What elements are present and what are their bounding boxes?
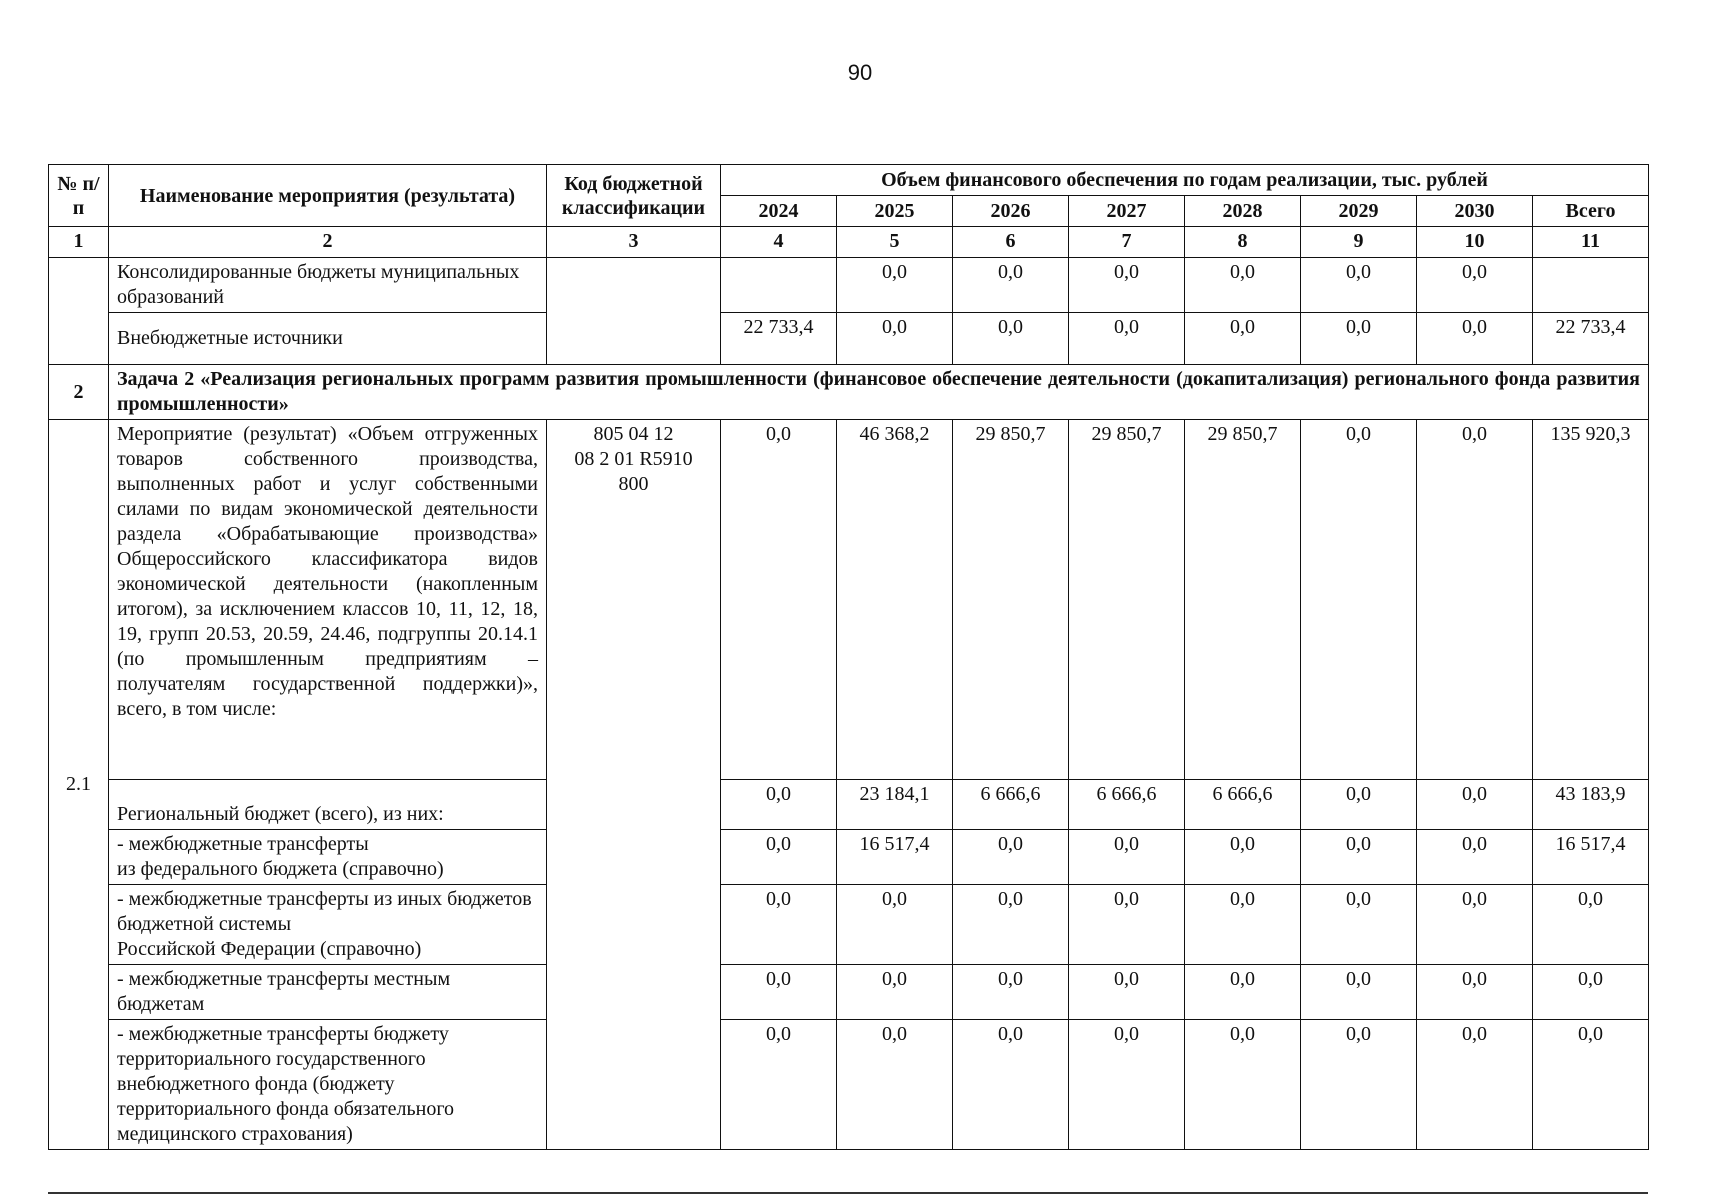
column-number: 6 xyxy=(953,227,1069,258)
value-cell: 6 666,6 xyxy=(1185,780,1301,830)
value-cell: 0,0 xyxy=(1417,830,1533,885)
value-cell: 0,0 xyxy=(1301,965,1417,1020)
value-cell: 0,0 xyxy=(1417,1020,1533,1150)
value-cell: 0,0 xyxy=(1069,1020,1185,1150)
value-cell: 0,0 xyxy=(837,1020,953,1150)
header-year: 2027 xyxy=(1069,196,1185,227)
row-name: - межбюджетные трансферты бюджету территориального государственного внебюджетного фонда (бюджету территориального фонда обязательного медицинского страхования) xyxy=(109,1020,547,1150)
header-year: 2025 xyxy=(837,196,953,227)
value-cell: 0,0 xyxy=(1301,885,1417,965)
row-num-empty xyxy=(49,258,109,365)
value-cell: 0,0 xyxy=(721,420,837,780)
value-cell: 46 368,2 xyxy=(837,420,953,780)
row-name: - межбюджетные трансферты из иных бюджетов бюджетной системы Российской Федерации (справочно) xyxy=(109,885,547,965)
value-cell: 43 183,9 xyxy=(1533,780,1649,830)
value-cell: 0,0 xyxy=(837,313,953,365)
column-number: 1 xyxy=(49,227,109,258)
value-cell: 0,0 xyxy=(1417,965,1533,1020)
table-row xyxy=(49,830,1649,885)
table-row xyxy=(49,420,1649,780)
header-volume: Объем финансового обеспечения по годам реализации, тыс. рублей xyxy=(721,165,1649,196)
value-cell: 0,0 xyxy=(1185,313,1301,365)
header-year: 2030 xyxy=(1417,196,1533,227)
value-cell: 0,0 xyxy=(1417,313,1533,365)
column-number: 9 xyxy=(1301,227,1417,258)
column-number: 4 xyxy=(721,227,837,258)
value-cell: 0,0 xyxy=(837,258,953,313)
value-cell: 29 850,7 xyxy=(953,420,1069,780)
row-name: Внебюджетные источники xyxy=(109,313,547,365)
value-cell xyxy=(721,258,837,313)
header-year: 2026 xyxy=(953,196,1069,227)
value-cell: 0,0 xyxy=(1533,1020,1649,1150)
row-name: Консолидированные бюджеты муниципальных образований xyxy=(109,258,547,313)
row-name: Региональный бюджет (всего), из них: xyxy=(109,780,547,830)
row-name: Мероприятие (результат) «Объем отгруженных товаров собственного производства, выполненных работ и услуг собственными силами по видам экономической деятельности раздела «Обрабатывающие производства» Общероссийского классификатора видов экономической деятельности (накопленным итогом), за исключением классов 10, 11, 12, 18, 19, групп 20.53, 20.59, 24.46, подгруппы 20.14.1 (по промышленным предприятиям – получателям государственной поддержки)», всего, в том числе: xyxy=(109,420,547,780)
column-number: 11 xyxy=(1533,227,1649,258)
value-cell: 0,0 xyxy=(721,965,837,1020)
value-cell: 0,0 xyxy=(953,885,1069,965)
column-number: 2 xyxy=(109,227,547,258)
value-cell: 0,0 xyxy=(721,830,837,885)
value-cell: 0,0 xyxy=(953,258,1069,313)
header-year: 2028 xyxy=(1185,196,1301,227)
value-cell: 0,0 xyxy=(1301,830,1417,885)
column-number: 3 xyxy=(547,227,721,258)
value-cell: 0,0 xyxy=(1185,885,1301,965)
column-number: 10 xyxy=(1417,227,1533,258)
table-row xyxy=(49,885,1649,965)
value-cell: 0,0 xyxy=(1417,885,1533,965)
task-row xyxy=(49,365,1649,420)
value-cell: 0,0 xyxy=(1185,258,1301,313)
value-cell: 0,0 xyxy=(1417,258,1533,313)
value-cell: 0,0 xyxy=(1069,258,1185,313)
header-year: 2029 xyxy=(1301,196,1417,227)
column-number: 5 xyxy=(837,227,953,258)
value-cell: 0,0 xyxy=(953,965,1069,1020)
value-cell: 0,0 xyxy=(953,1020,1069,1150)
value-cell: 0,0 xyxy=(1185,965,1301,1020)
value-cell: 0,0 xyxy=(1417,780,1533,830)
value-cell: 0,0 xyxy=(1533,885,1649,965)
value-cell xyxy=(1533,258,1649,313)
value-cell: 0,0 xyxy=(1301,780,1417,830)
value-cell: 0,0 xyxy=(1301,1020,1417,1150)
column-number: 7 xyxy=(1069,227,1185,258)
value-cell: 29 850,7 xyxy=(1069,420,1185,780)
page-number: 90 xyxy=(847,60,873,85)
value-cell: 0,0 xyxy=(837,885,953,965)
value-cell: 0,0 xyxy=(1069,830,1185,885)
row-name: - межбюджетные трансферты из федерального бюджета (справочно) xyxy=(109,830,547,885)
financing-table xyxy=(48,164,1649,1150)
header-code: Код бюджетной классификации xyxy=(547,165,721,227)
value-cell: 0,0 xyxy=(1185,1020,1301,1150)
value-cell: 0,0 xyxy=(1301,313,1417,365)
value-cell: 0,0 xyxy=(721,780,837,830)
value-cell: 6 666,6 xyxy=(953,780,1069,830)
value-cell: 22 733,4 xyxy=(721,313,837,365)
item-code: 805 04 12 08 2 01 R5910 800 xyxy=(547,420,721,1150)
value-cell: 16 517,4 xyxy=(1533,830,1649,885)
value-cell: 135 920,3 xyxy=(1533,420,1649,780)
value-cell: 0,0 xyxy=(721,1020,837,1150)
value-cell: 0,0 xyxy=(1533,965,1649,1020)
value-cell: 0,0 xyxy=(1185,830,1301,885)
value-cell: 0,0 xyxy=(1069,313,1185,365)
value-cell: 0,0 xyxy=(1069,965,1185,1020)
value-cell: 0,0 xyxy=(837,965,953,1020)
value-cell: 29 850,7 xyxy=(1185,420,1301,780)
value-cell: 16 517,4 xyxy=(837,830,953,885)
header-total: Всего xyxy=(1533,196,1649,227)
task-title: Задача 2 «Реализация региональных программ развития промышленности (финансовое обеспечение деятельности (докапитализация) регионального фонда развития промышленности» xyxy=(109,365,1649,420)
value-cell: 0,0 xyxy=(1069,885,1185,965)
table-row xyxy=(49,313,1649,365)
value-cell: 0,0 xyxy=(953,830,1069,885)
table-row xyxy=(49,780,1649,830)
value-cell: 0,0 xyxy=(953,313,1069,365)
value-cell: 23 184,1 xyxy=(837,780,953,830)
value-cell: 0,0 xyxy=(721,885,837,965)
table-row xyxy=(49,258,1649,313)
value-cell: 22 733,4 xyxy=(1533,313,1649,365)
item-num: 2.1 xyxy=(49,420,109,1150)
value-cell: 0,0 xyxy=(1417,420,1533,780)
column-numbers-row xyxy=(49,227,1649,258)
row-name: - межбюджетные трансферты местным бюджетам xyxy=(109,965,547,1020)
value-cell: 6 666,6 xyxy=(1069,780,1185,830)
value-cell: 0,0 xyxy=(1301,258,1417,313)
table-row xyxy=(49,1020,1649,1150)
task-num: 2 xyxy=(49,365,109,420)
header-num: № п/п xyxy=(49,165,109,227)
header-year: 2024 xyxy=(721,196,837,227)
table-row xyxy=(49,965,1649,1020)
header-name: Наименование мероприятия (результата) xyxy=(109,165,547,227)
row-code-empty xyxy=(547,258,721,365)
value-cell: 0,0 xyxy=(1301,420,1417,780)
page-bottom-rule xyxy=(48,1192,1648,1194)
column-number: 8 xyxy=(1185,227,1301,258)
